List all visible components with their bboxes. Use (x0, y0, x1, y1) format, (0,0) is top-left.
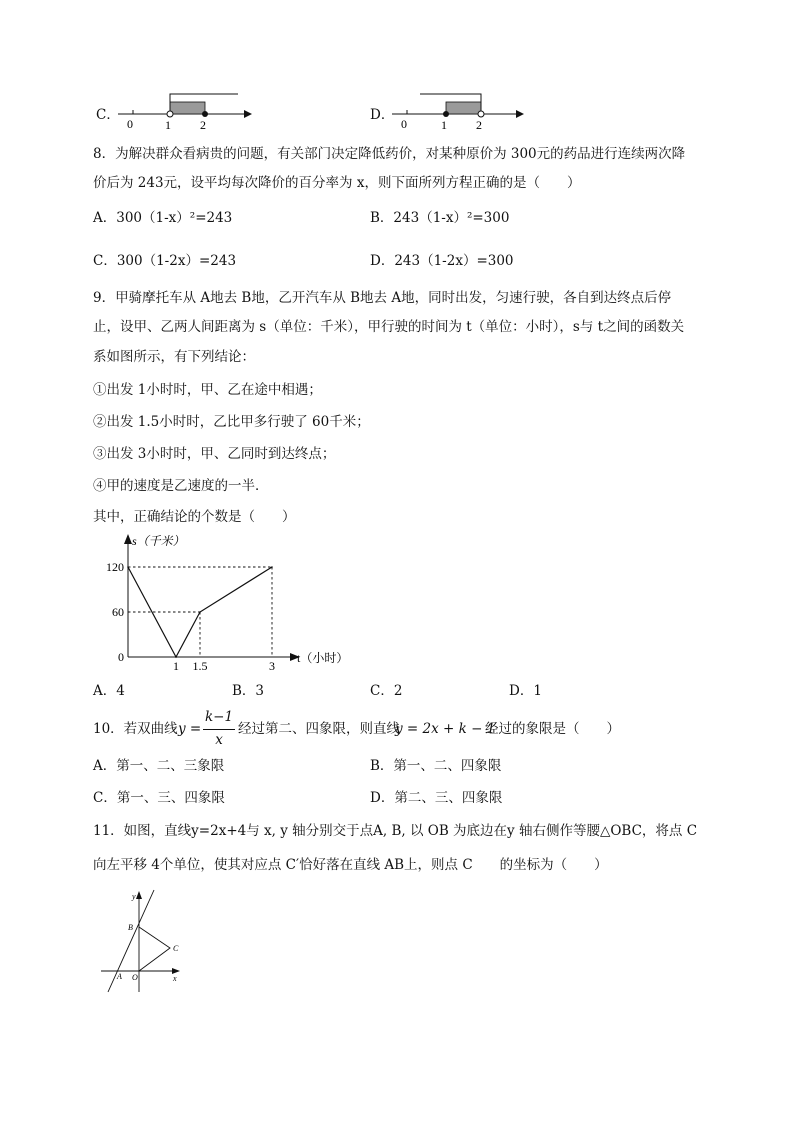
q9-stem-line3: 系如图所示，有下列结论： (93, 349, 255, 365)
q9-y-axis-label: s（千米） (132, 534, 185, 548)
q8-stem-line1: 8．为解决群众看病贵的问题，有关部门决定降低药价，对某种原价为 300元的药品进行连续两次降 (93, 146, 686, 162)
q10-frac-lhs: y = (178, 721, 202, 737)
q9-conclusion-4: ④甲的速度是乙速度的一半． (93, 478, 269, 494)
q7c-tick-0: 0 (127, 117, 133, 131)
q8-stem-line2: 价后为 243元，设平均每次降价的百分率为 x，则下面所列方程正确的是（ ） (93, 175, 581, 191)
q10-stem-mid: 经过第二、四象限，则直线 (238, 721, 400, 737)
q11-label-a: A (117, 972, 122, 981)
q7-option-c-label: C． (96, 107, 120, 123)
q7-option-d-number-line (392, 92, 552, 132)
q11-figure (96, 888, 196, 998)
q9-stem-line1: 9．甲骑摩托车从 A地去 B地，乙开汽车从 B地去 A地，同时出发，匀速行驶，各自到达终点后停 (93, 290, 672, 306)
q9-x-tick-1: 1 (173, 659, 179, 673)
q11-triangle-obc (139, 927, 170, 971)
q8-option-c: C．300（1-2x）=243 (93, 253, 237, 269)
q10-frac-denominator: x (215, 732, 223, 748)
q8-option-a: A．300（1-x）²=243 (93, 210, 233, 226)
q9-conclusion-1: ①出发 1小时时，甲、乙在途中相遇； (93, 382, 322, 398)
q9-option-d: D．1 (509, 683, 542, 699)
q7-option-c-number-line (118, 92, 278, 132)
q9-conclusion-2: ②出发 1.5小时时，乙比甲多行驶了 60千米； (93, 414, 370, 430)
q7d-tick-1: 1 (441, 118, 447, 132)
q10-option-d: D．第二、三、四象限 (370, 790, 503, 806)
q9-option-b: B．3 (232, 683, 265, 699)
q7c-tick-1: 1 (165, 118, 171, 132)
q9-data-point (127, 566, 129, 568)
q11-label-y: y (132, 892, 136, 901)
q10-option-a: A．第一、二、三象限 (93, 758, 225, 774)
q9-conclusion-3: ③出发 3小时时，甲、乙同时到达终点； (93, 446, 336, 462)
q9-x-axis-label: t（小时） (297, 651, 349, 665)
q9-x-tick-3: 3 (269, 659, 275, 673)
q9-stem-line2: 止，设甲、乙两人间距离为 s（单位：千米），甲行驶的时间为 t（单位：小时），s与 t之间的函数关 (93, 319, 685, 335)
q11-label-b: B (128, 923, 133, 932)
q10-stem-pre: 10．若双曲线 (93, 721, 178, 737)
q11-stem-line2: 向左平移 4个单位，使其对应点 C′恰好落在直线 AB上，则点 C 的坐标为（ ） (93, 857, 608, 873)
q11-line-ab (108, 890, 154, 992)
q11-label-o: O (132, 973, 138, 982)
q7-option-d-label: D． (370, 107, 395, 123)
q10-fraction-bar (203, 729, 235, 730)
q8-option-d: D．243（1-2x）=300 (370, 253, 514, 269)
q9-y-tick-60: 60 (112, 605, 124, 619)
q9-data-point (199, 611, 201, 613)
q9-function-graph (106, 530, 370, 673)
q9-option-c: C．2 (370, 683, 403, 699)
q10-line-expression: y = 2x + k − 1 (395, 721, 496, 737)
q9-x-tick-1-5: 1.5 (192, 659, 208, 673)
q7d-tick-0: 0 (401, 117, 407, 131)
q11-label-x: x (173, 974, 177, 983)
q8-option-b: B．243（1-x）²=300 (370, 210, 510, 226)
q11-stem-line1: 11．如图，直线y=2x+4与 x, y 轴分别交于点A, B, 以 OB 为底边在y 轴右侧作等腰△OBC，将点 C (93, 823, 698, 839)
q9-y-tick-120: 120 (106, 560, 124, 574)
q9-y-tick-0: 0 (118, 650, 124, 664)
q10-option-b: B．第一、二、四象限 (370, 758, 502, 774)
q9-data-point (271, 566, 273, 568)
q9-option-a: A．4 (93, 683, 125, 699)
q10-option-c: C．第一、三、四象限 (93, 790, 225, 806)
q10-frac-numerator: k−1 (204, 709, 234, 725)
q11-label-c: C (173, 944, 179, 953)
q9-question: 其中，正确结论的个数是（ ） (93, 509, 296, 525)
q7c-tick-2: 2 (200, 118, 206, 132)
q10-stem-post: 经过的象限是（ ） (485, 721, 620, 737)
q9-data-point (175, 656, 177, 658)
q7d-tick-2: 2 (476, 118, 482, 132)
